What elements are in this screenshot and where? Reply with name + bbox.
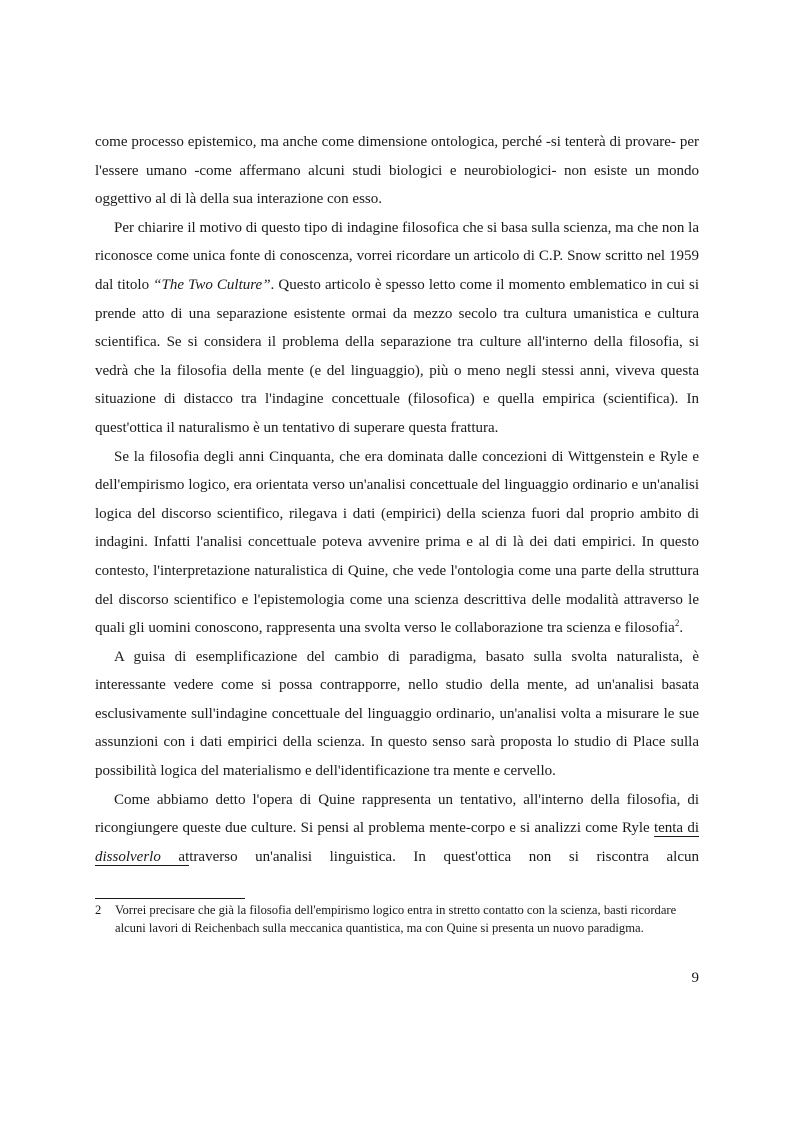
- paragraph-2-text-a: Per chiarire il motivo di questo tipo di indagine filosofica che si basa sulla scienza, ma che non la riconosce come unica fonte di conoscenza, vorrei ricordare un articolo di C.P. Snow scritto nel 1959 dal titolo: [95, 219, 699, 293]
- emphasized-word: dissolverlo: [95, 848, 161, 865]
- footnote-reference: 2: [674, 618, 680, 629]
- footnote-separator: [95, 898, 245, 899]
- paragraph-2-text-b: . Questo articolo è spesso letto come il momento emblematico in cui si prende atto di una separazione esistente ormai da mezzo secolo tra cultura umanistica e cultura scientifica. Se si considera il problema della separazione tra culture all'interno della filosofia, si vedrà che la filosofia della mente (e del linguaggio), più o meno negli stessi anni, viveva questa situazione di distacco tra l'indagine concettuale (filosofica) e quella empirica (scientifica). In quest'ottica il naturalismo è un tentativo di superare questa frattura.: [95, 276, 699, 436]
- paragraph-2: [95, 214, 699, 443]
- footnote: [95, 902, 699, 937]
- body-text: [95, 128, 699, 871]
- paragraph-3-text: Se la filosofia degli anni Cinquanta, che era dominata dalle concezioni di Wittgenstein e Ryle e dell'empirismo logico, era orientata verso un'analisi concettuale del linguaggio ordinario e un'analisi logica del discorso scientifico, rilegava i dati (empirici) della scienza fuori dal proprio ambito di indagini. Infatti l'analisi concettuale poteva avvenire prima e al di là dei dati empirici. In questo contesto, l'interpretazione naturalistica di Quine, che vede l'ontologia come una parte della struttura del discorso scientifico e l'epistemologia come una scienza descrittiva delle modalità attraverso le quali gli uomini conoscono, rappresenta una svolta verso le collaborazione tra scienza e filosofia: [95, 448, 699, 637]
- paragraph-4: [95, 643, 699, 786]
- page-number: 9: [691, 970, 699, 986]
- footnote-text: Vorrei precisare che già la filosofia dell'empirismo logico entra in stretto contatto con la scienza, basti ricordare alcuni lavori di Reichenbach sulla meccanica quantistica, ma con Quine si presenta un nuovo paradigma.: [115, 903, 677, 935]
- paragraph-3-end: .: [679, 620, 684, 637]
- underlined-text-a: tenta di: [653, 820, 699, 837]
- underlined-text-b: at: [160, 848, 190, 865]
- paragraph-3: [95, 443, 699, 643]
- paragraph-1-text: come processo epistemico, ma anche come dimensione ontologica, perché -si tenterà di provare- per l'essere umano -come affermano alcuni studi biologici e neurobiologici- non esiste un mondo oggettivo al di là della sua interazione con esso.: [95, 134, 699, 208]
- footnote-number: 2: [95, 903, 102, 917]
- article-title: “The Two Culture”: [153, 276, 271, 293]
- paragraph-4-text: A guisa di esemplificazione del cambio di paradigma, basato sulla svolta naturalista, è interessante vedere come si possa contrapporre, nello studio della mente, ad un'analisi basata esclusivamente sull'indagine concettuale del linguaggio ordinario, un'analisi volta a misurare le sue assunzioni con i dati empirici della scienza. In questo senso sarà proposta lo studio di Place sulla possibilità logica del materialismo e dell'identificazione tra mente e cervello.: [95, 648, 699, 780]
- paragraph-1: [95, 128, 699, 214]
- paragraph-5: [95, 786, 699, 872]
- paragraph-5-text-b: traverso un'analisi linguistica. In quest'ottica non si riscontra alcun: [189, 848, 699, 865]
- paragraph-5-text-a: Come abbiamo detto l'opera di Quine rappresenta un tentativo, all'interno della filosofia, di ricongiungere queste due culture. Si pensi al problema mente-corpo e si analizzi come Ryle: [95, 791, 699, 837]
